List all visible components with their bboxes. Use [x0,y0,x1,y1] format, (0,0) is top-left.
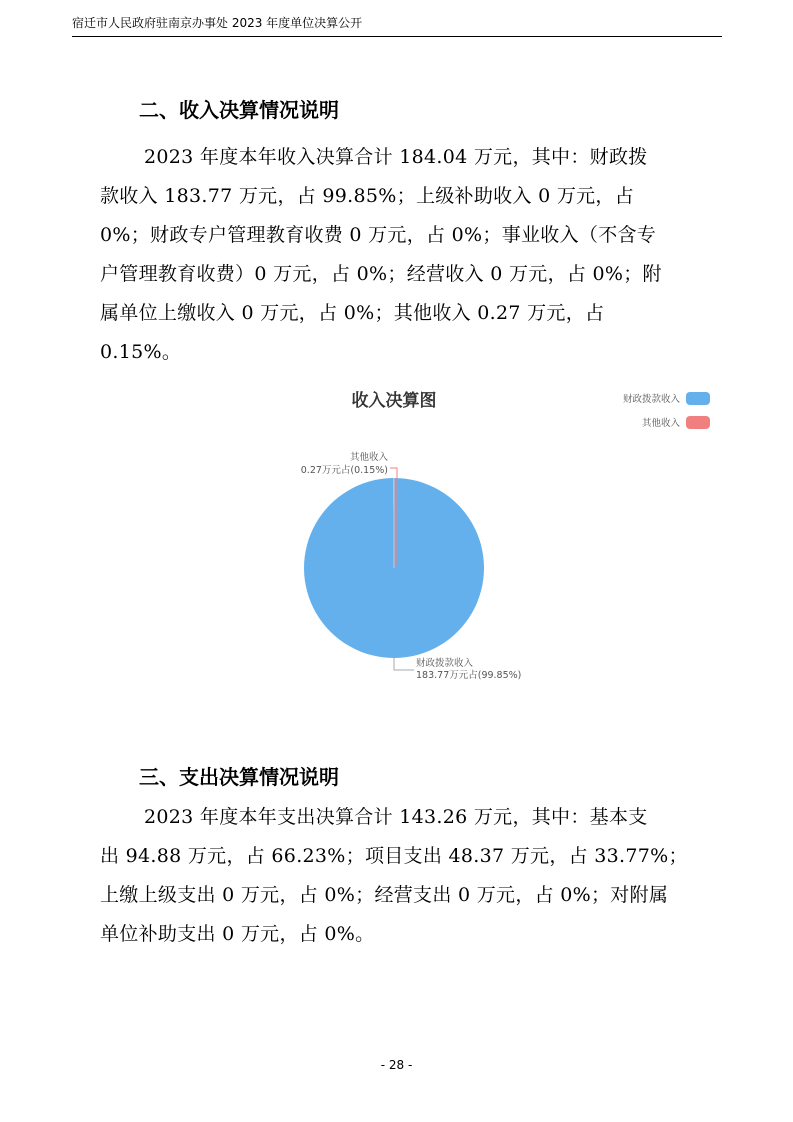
chart-title: 收入决算图 [351,391,437,411]
paragraph-line: 2023 年度本年支出决算合计 143.26 万元，其中：基本支 [144,806,648,828]
paragraph-line: 户管理教育收费）0 万元，占 0%；经营收入 0 万元，占 0%；附 [100,263,662,285]
slice-label: 财政拨款收入 [416,658,474,669]
paragraph-line: 上缴上级支出 0 万元，占 0%；经营支出 0 万元，占 0%；对附属 [100,884,669,906]
paragraph-line: 出 94.88 万元，占 66.23%；项目支出 48.37 万元，占 33.77%； [100,845,688,867]
chart-legend [623,392,710,429]
slice-label: 183.77万元占(99.85%) [416,670,522,681]
income-pie-chart [270,380,720,690]
section-2-heading: 二、收入决算情况说明 [139,98,339,122]
section-2-paragraph [100,138,692,372]
page-header: 宿迁市人民政府驻南京办事处 2023 年度单位决算公开 [72,14,722,37]
legend-swatch [686,416,710,429]
label-leader-line [394,658,414,670]
paragraph-line: 单位补助支出 0 万元，占 0%。 [100,923,375,945]
paragraph-line: 0%；财政专户管理教育收费 0 万元，占 0%；事业收入（不含专 [100,224,657,246]
slice-label: 其他收入 [349,452,388,463]
paragraph-line: 2023 年度本年收入决算合计 184.04 万元，其中：财政拨 [144,146,648,168]
section-3-paragraph [100,798,692,954]
pie-slices [304,478,484,658]
paragraph-line: 0.15%。 [100,341,182,363]
page-number: - 28 - [380,1058,413,1072]
section-3-heading: 三、支出决算情况说明 [139,765,339,789]
legend-swatch [686,392,710,405]
legend-label: 财政拨款收入 [622,394,680,405]
paragraph-line: 款收入 183.77 万元，占 99.85%；上级补助收入 0 万元，占 [100,185,635,207]
slice-label: 0.27万元占(0.15%) [300,465,388,476]
paragraph-line: 属单位上缴收入 0 万元，占 0%；其他收入 0.27 万元，占 [100,302,605,324]
legend-label: 其他收入 [641,418,680,429]
